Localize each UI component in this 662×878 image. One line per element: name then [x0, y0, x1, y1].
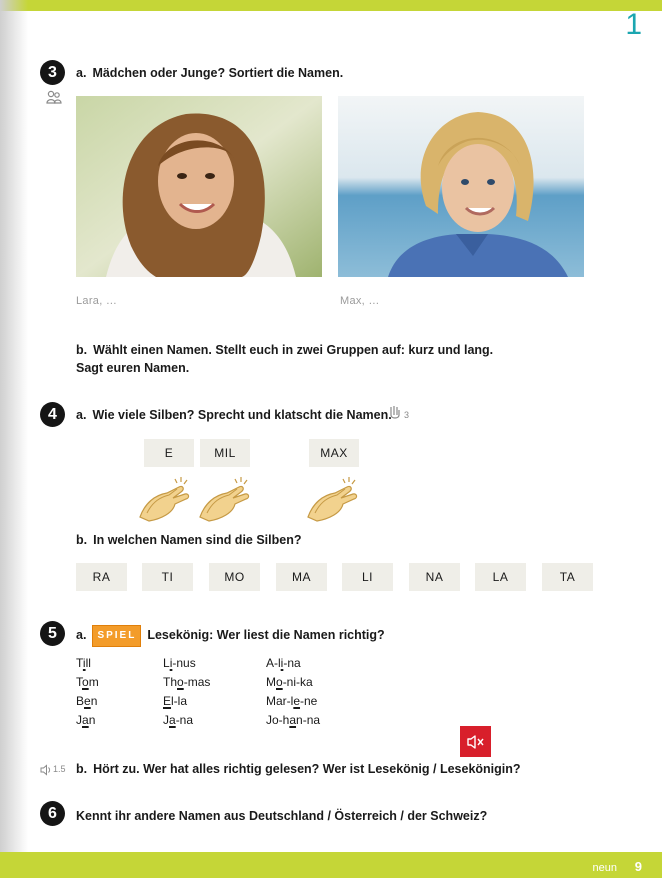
task-text: Mädchen oder Junge? Sortiert die Namen. — [92, 66, 344, 80]
exercise-4-number: 4 — [40, 402, 65, 427]
task-text-line1: Wählt einen Namen. Stellt euch in zwei Gruppen auf: kurz und lang. — [93, 343, 494, 357]
task-text-line2: Sagt euren Namen. — [76, 361, 190, 375]
clapping-hands-icon — [303, 473, 361, 528]
speaker-icon[interactable] — [40, 763, 52, 781]
name-item: Mar-le-ne — [266, 694, 318, 708]
name-item: Tom — [76, 675, 99, 689]
exercise-6-instruction: Kennt ihr andere Namen aus Deutschland / Österreich / der Schweiz? — [76, 809, 488, 823]
exercise-3a-instruction — [76, 64, 343, 82]
caption-boy-names: Max, … — [340, 295, 380, 307]
names-column-3 — [266, 654, 320, 730]
task-label: a. — [76, 408, 87, 422]
name-item: Jan — [76, 713, 96, 727]
page-spine-shadow — [0, 0, 28, 878]
task-label: b. — [76, 343, 88, 357]
audio-track-number: 1.5 — [53, 764, 66, 774]
clap-reference-icon — [388, 405, 402, 426]
clapping-hands-icon — [135, 473, 193, 528]
exercise-4a-instruction — [76, 406, 392, 424]
name-item: Till — [76, 656, 91, 670]
girl-photo — [76, 96, 322, 277]
page-number: 9 — [634, 859, 642, 874]
task-text: In welchen Namen sind die Silben? — [93, 533, 302, 547]
syllable-tile: LI — [342, 563, 393, 591]
syllable-tile: LA — [475, 563, 526, 591]
task-label: b. — [76, 762, 88, 776]
name-item: Ja-na — [163, 713, 194, 727]
task-label: a. — [76, 628, 87, 642]
audio-mute-button[interactable] — [460, 726, 491, 757]
bottom-accent-band — [0, 852, 662, 878]
spiel-badge: SPIEL — [92, 625, 141, 647]
clapping-hands-icon — [195, 473, 253, 528]
syllable-tile: E — [144, 439, 194, 467]
muted-speaker-icon — [466, 734, 486, 750]
name-item: Jo-han-na — [266, 713, 321, 727]
name-item: Tho-mas — [163, 675, 211, 689]
name-item: A-li-na — [266, 656, 301, 670]
names-column-2 — [163, 654, 210, 730]
task-label: a. — [76, 66, 87, 80]
chapter-number: 1 — [625, 8, 642, 41]
name-item: Li-nus — [163, 656, 196, 670]
exercise-5b-instruction — [76, 760, 521, 778]
task-text: Hört zu. Wer hat alles richtig gelesen? Wer ist Lesekönig / Lesekönigin? — [93, 762, 521, 776]
caption-girl-names: Lara, … — [76, 295, 118, 307]
exercise-3-number: 3 — [40, 60, 65, 85]
name-item: Ben — [76, 694, 98, 708]
syllable-tile: TA — [542, 563, 593, 591]
task-label: b. — [76, 533, 88, 547]
syllable-tile: MIL — [200, 439, 250, 467]
name-item: Mo-ni-ka — [266, 675, 313, 689]
group-work-icon — [46, 90, 62, 109]
syllable-tile: MO — [209, 563, 260, 591]
clap-reference-number: 3 — [404, 410, 410, 420]
names-column-1 — [76, 654, 99, 730]
task-text: Wie viele Silben? Sprecht und klatscht die Namen. — [92, 408, 392, 422]
exercise-3b-instruction — [76, 341, 493, 377]
page-number-word: neun — [592, 862, 617, 874]
exercise-5-number: 5 — [40, 621, 65, 646]
exercise-4b-instruction — [76, 531, 301, 549]
syllable-tile: MAX — [309, 439, 359, 467]
boy-photo — [338, 96, 584, 277]
top-accent-band — [0, 0, 662, 11]
task-text: Lesekönig: Wer liest die Namen richtig? — [147, 628, 385, 642]
syllable-tile: TI — [142, 563, 193, 591]
syllable-tile: NA — [409, 563, 460, 591]
name-item: El-la — [163, 694, 188, 708]
exercise-5a-instruction — [76, 625, 385, 647]
exercise-6-number: 6 — [40, 801, 65, 826]
syllable-tile: MA — [276, 563, 327, 591]
syllable-tile: RA — [76, 563, 127, 591]
